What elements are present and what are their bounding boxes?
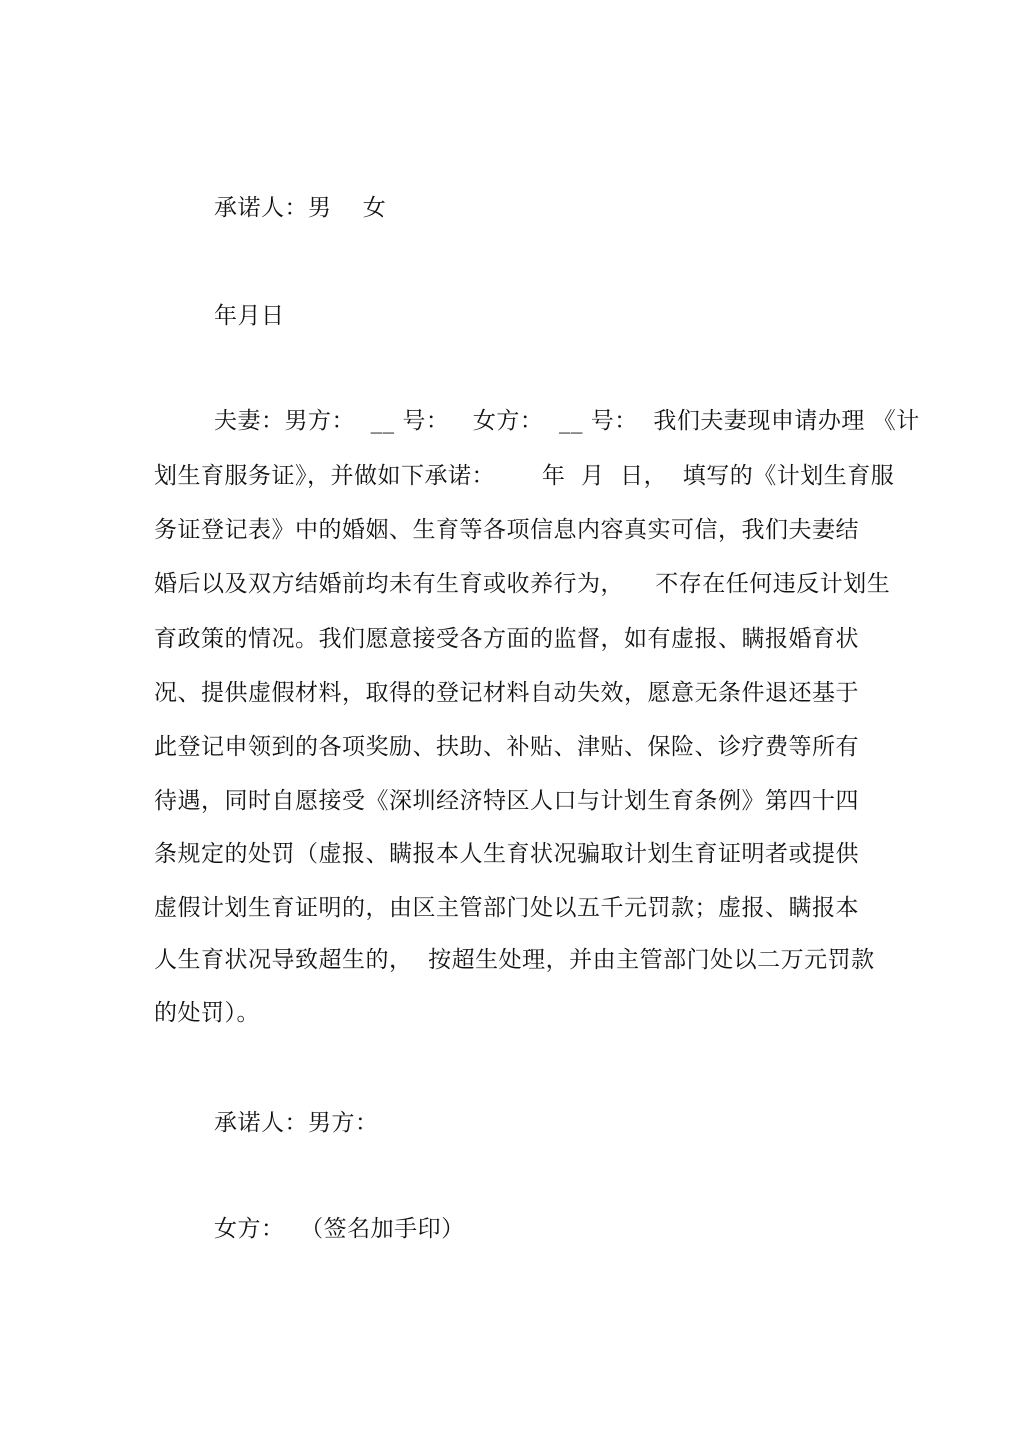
paragraph-line: 育政策的情况。我们愿意接受各方面的监督，如有虚报、瞒报婚育状 bbox=[154, 626, 859, 652]
paragraph-line: 务证登记表》中的婚姻、生育等各项信息内容真实可信，我们夫妻结 bbox=[154, 517, 859, 543]
paragraph-line: 夫妻：男方： __ 号： 女方： __ 号： 我们夫妻现申请办理 《计 bbox=[214, 408, 920, 434]
paragraph-line: 条规定的处罚（虚报、瞒报本人生育状况骗取计划生育证明者或提供 bbox=[154, 841, 859, 867]
paragraph-line: 虚假计划生育证明的，由区主管部门处以五千元罚款；虚报、瞒报本 bbox=[154, 895, 859, 921]
footer-signer-male-line: 承诺人：男方： bbox=[214, 1110, 379, 1136]
paragraph-line: 人生育状况导致超生的， 按超生处理，并由主管部门处以二万元罚款 bbox=[154, 947, 875, 973]
paragraph-line: 婚后以及双方结婚前均未有生育或收养行为， 不存在任何违反计划生 bbox=[154, 571, 891, 597]
header-date-line: 年月日 bbox=[214, 303, 285, 329]
paragraph-line: 况、提供虚假材料，取得的登记材料自动失效，愿意无条件退还基于 bbox=[154, 680, 859, 706]
paragraph-line: 划生育服务证》，并做如下承诺： 年 月 日， 填写的《计划生育服 bbox=[154, 463, 895, 489]
paragraph-line: 此登记申领到的各项奖励、扶助、补贴、津贴、保险、诊疗费等所有 bbox=[154, 734, 859, 760]
paragraph-line: 的处罚）。 bbox=[154, 1000, 260, 1026]
header-signer-line: 承诺人：男 女 bbox=[214, 195, 387, 221]
paragraph-line: 待遇，同时自愿接受《深圳经济特区人口与计划生育条例》第四十四 bbox=[154, 788, 859, 814]
footer-signer-female-line: 女方： （签名加手印） bbox=[214, 1216, 465, 1242]
